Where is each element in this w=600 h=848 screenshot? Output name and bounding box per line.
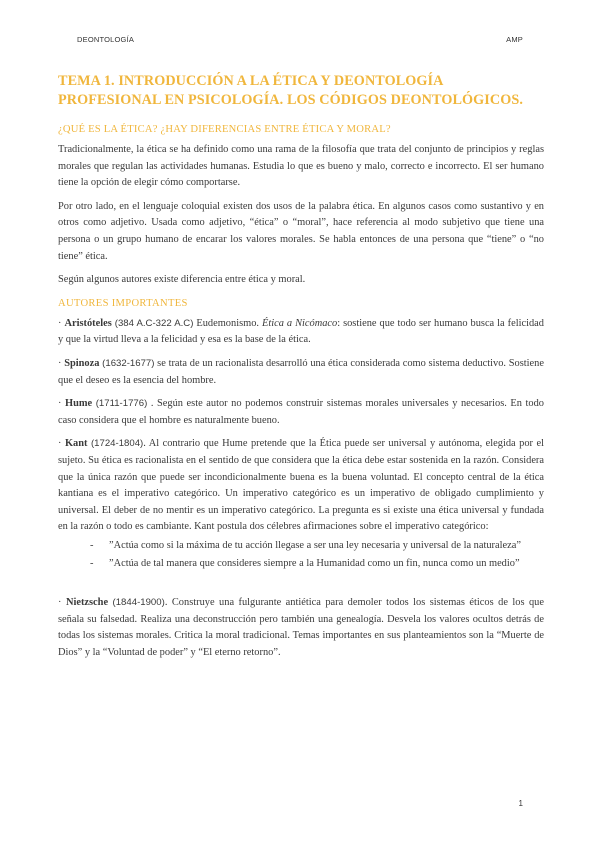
author-name: Nietzsche — [65, 597, 109, 609]
bullet: · — [58, 438, 62, 450]
author-kant — [58, 436, 544, 536]
author-text: Eudemonismo. — [193, 317, 262, 329]
author-text: : sostiene que todo ser humano busca la felicidad y que la virtud lleva a la felicidad y esa es la base de la ética. — [58, 317, 544, 346]
author-name: Aristóteles — [64, 317, 112, 329]
author-text: . Según este autor no podemos construir sistemas morales universales y necesarios. En todo caso considera que el hombre es naturalmente bueno. — [58, 398, 544, 426]
paragraph-definicion: Tradicionalmente, la ética se ha definido como una rama de la filosofía que trata del conjunto de principios y reglas morales que regulan las actividades humanas. Estudia lo que es bueno y malo, correcto e incorrecto. El ser humano tiene la opción de elegir cómo comportarse. — [58, 144, 544, 189]
author-text: . Al contrario que Hume pretende que la Ética puede ser universal y autónoma, elegida por el sujeto. Su ética es racionalista en el sentido de que considera que la ética debe estar sostenida en la razón. Considera que la única razón que puede ser incondicionalmente buena es la buena voluntad. El concepto central de la ética kantiana es el imperativo categórico. Un imperativo categórico es un imperativo de obligado cumplimiento y universal. El deber de no mentir es un imperativo categórico. La pregunta es si existe una ética universal y fundada en la razón o todo es cambiante. Kant postula dos célebres afirmaciones sobre el imperativo categórico: — [58, 438, 544, 533]
quote-text: ”Actúa como si la máxima de tu acción llegase a ser una ley necesaria y universal de la naturaleza” — [109, 539, 521, 551]
author-dates: (1711-1776) — [95, 398, 148, 410]
section-heading-autores: AUTORES IMPORTANTES — [58, 297, 188, 309]
bullet: · — [58, 317, 62, 329]
kant-quotes-list — [58, 538, 544, 573]
author-aristoteles — [58, 316, 544, 349]
list-item — [90, 556, 544, 573]
author-nietzsche — [58, 595, 544, 661]
author-dates: (1724-1804) — [90, 438, 144, 450]
header-subject: DEONTOLOGÍA — [77, 35, 135, 44]
author-spinoza — [58, 356, 544, 389]
paragraph-lenguaje-coloquial: Por otro lado, en el lenguaje coloquial existen dos usos de la palabra ética. En algunos casos como sustantivo y en otros como adjetivo. Usada como adjetivo, “ética” o “moral”, hace referencia al modo subjetivo que tiene una persona o un grupo humano de encarar los valores morales. Se habla entonces de una persona que “tiene” o “no tiene” ética. — [58, 200, 544, 262]
author-hume — [58, 396, 544, 429]
dash-marker: - — [90, 539, 94, 551]
spacer — [58, 575, 544, 595]
author-dates: (1632-1677) — [102, 357, 155, 369]
list-item — [90, 538, 544, 555]
bullet: · — [58, 357, 62, 369]
author-dates: (384 A.C-322 A.C) — [114, 317, 194, 329]
author-text: se trata de un racionalista desarrolló una ética considerada como sistema deductivo. Sostiene que el deseo es la esencia del hombre. — [58, 357, 544, 386]
author-dates: (1844-1900) — [112, 597, 165, 609]
bullet: · — [58, 597, 62, 609]
author-text: . Construye una fulgurante antiética para demoler todos los sistemas éticos de los que señala su falsedad. Realiza una deconstrucción pero también una genealogía. Desvela los valores ocultos detrás de todas los sistemas morales. Critica la moral tradicional. Temas importantes en sus planteamientos son la “Muerte de Dios” y la “Voluntad de poder” y “El eterno retorno”. — [58, 597, 544, 658]
page-title: TEMA 1. INTRODUCCIÓN A LA ÉTICA Y DEONTOLOGÍA PROFESIONAL EN PSICOLOGÍA. LOS CÓDIGOS DEONTOLÓGICOS. — [58, 73, 524, 108]
page-content — [58, 72, 544, 668]
page-number: 1 — [518, 799, 523, 808]
author-name: Spinoza — [64, 357, 100, 369]
quote-text: ”Actúa de tal manera que consideres siempre a la Humanidad como un fin, nunca como un medio” — [109, 558, 520, 570]
dash-marker: - — [90, 558, 94, 570]
paragraph-diferencia: Según algunos autores existe diferencia entre ética y moral. — [58, 274, 306, 286]
author-name: Hume — [65, 398, 93, 410]
section-heading-etica: ¿QUÉ ES LA ÉTICA? ¿HAY DIFERENCIAS ENTRE ÉTICA Y MORAL? — [58, 124, 391, 135]
bullet: · — [58, 398, 62, 410]
author-name: Kant — [64, 438, 88, 450]
work-title: Ética a Nicómaco — [261, 317, 338, 329]
header-initials: AMP — [506, 35, 523, 44]
